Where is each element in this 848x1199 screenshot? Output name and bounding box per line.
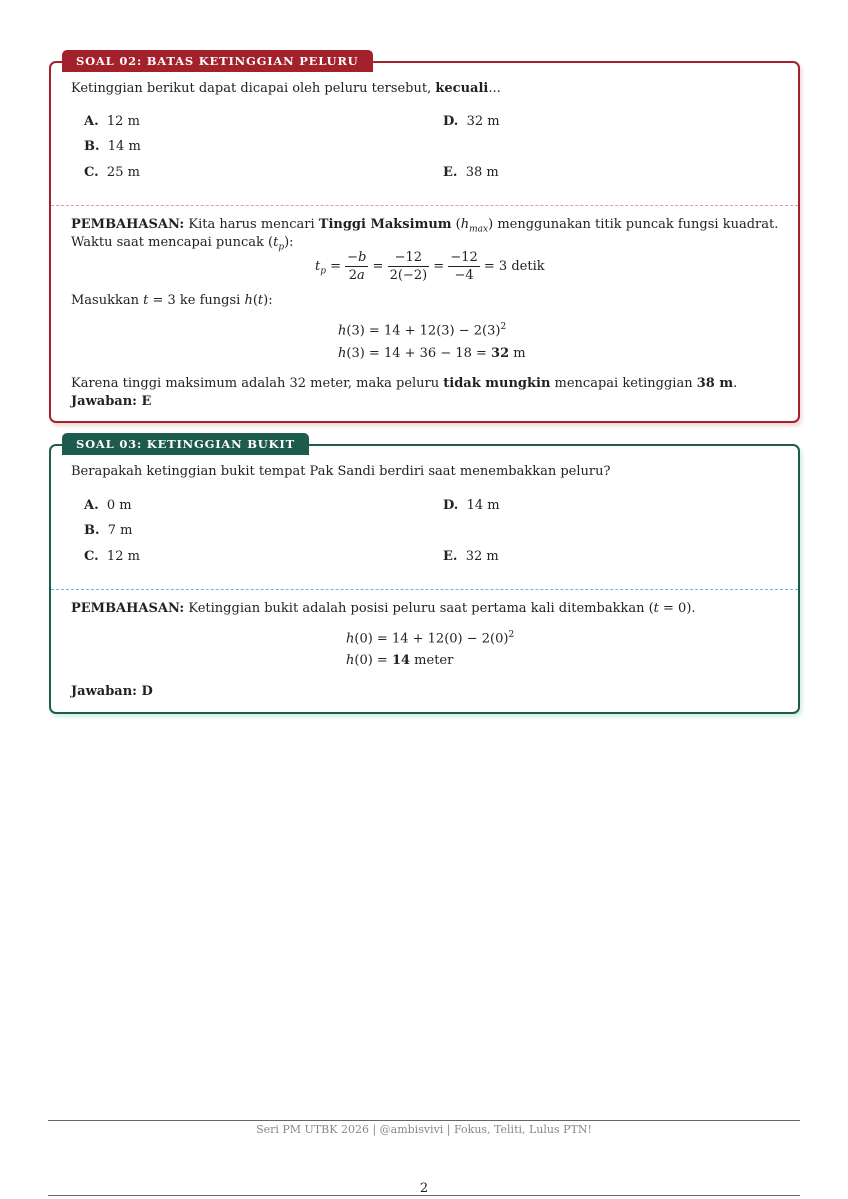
option-c: C. 12 m: [84, 549, 140, 564]
formula-h0-line-2: h(0) = 14 meter: [346, 653, 454, 668]
formula-tp: $t_p$ = $\frac{-b}{2a}$ = $\frac{-12}{2(-2)}$ = $\frac{-12}{-4}$ = 3 detik: [315, 250, 545, 283]
soal-02-question: Ketinggian berikut dapat dicapai oleh peluru tersebut, kecuali...: [71, 81, 501, 96]
soal-02-box: [49, 54, 800, 423]
option-b: B. 14 m: [84, 139, 141, 154]
option-d: D. 14 m: [443, 498, 500, 513]
formula-h3-line-2: h(3) = 14 + 36 − 18 = 32 m: [338, 346, 526, 361]
option-b: B. 7 m: [84, 523, 133, 538]
answer-soal-02: Jawaban: E: [71, 394, 152, 409]
section-divider: [51, 205, 798, 206]
soal-03-title: SOAL 03: KETINGGIAN BUKIT: [62, 433, 309, 455]
formula-h3-line-1: $h(3) = 14 + 12(3) - 2(3)^2$: [338, 322, 507, 339]
option-e: E. 38 m: [443, 165, 499, 180]
option-e: E. 32 m: [443, 549, 499, 564]
option-a: A. 0 m: [84, 498, 132, 513]
pembahasan-soal-03: PEMBAHASAN: Ketinggian bukit adalah posisi peluru saat pertama kali ditembakkan (t = 0).: [71, 601, 696, 616]
answer-soal-03: Jawaban: D: [71, 684, 153, 699]
pembahasan-line-2: Waktu saat mencapai puncak $(t_p)$:: [71, 235, 294, 253]
soal-03-box: [49, 437, 800, 714]
pembahasan-line-3: Masukkan t = 3 ke fungsi h(t):: [71, 293, 273, 308]
soal-03-question: Berapakah ketinggian bukit tempat Pak Sandi berdiri saat menembakkan peluru?: [71, 464, 611, 479]
soal-02-title: SOAL 02: BATAS KETINGGIAN PELURU: [62, 50, 373, 72]
option-c: C. 25 m: [84, 165, 140, 180]
footer-text: Seri PM UTBK 2026 | @ambisvivi | Fokus, Teliti, Lulus PTN!: [256, 1123, 592, 1136]
section-divider: [51, 589, 798, 590]
formula-h0-line-1: $h(0) = 14 + 12(0) - 2(0)^2$: [346, 630, 515, 647]
pembahasan-line-1: PEMBAHASAN: Kita harus mencari Tinggi Maksimum $(h_{max})$ menggunakan titik puncak fungsi kuadrat.: [71, 217, 779, 235]
page-number: 2: [419, 1181, 429, 1196]
option-a: A. 12 m: [84, 114, 140, 129]
conclusion: Karena tinggi maksimum adalah 32 meter, maka peluru tidak mungkin mencapai ketinggian 38 m.: [71, 376, 738, 391]
option-d: D. 32 m: [443, 114, 500, 129]
bottom-divider: [48, 1195, 800, 1196]
footer-divider: [48, 1120, 800, 1121]
